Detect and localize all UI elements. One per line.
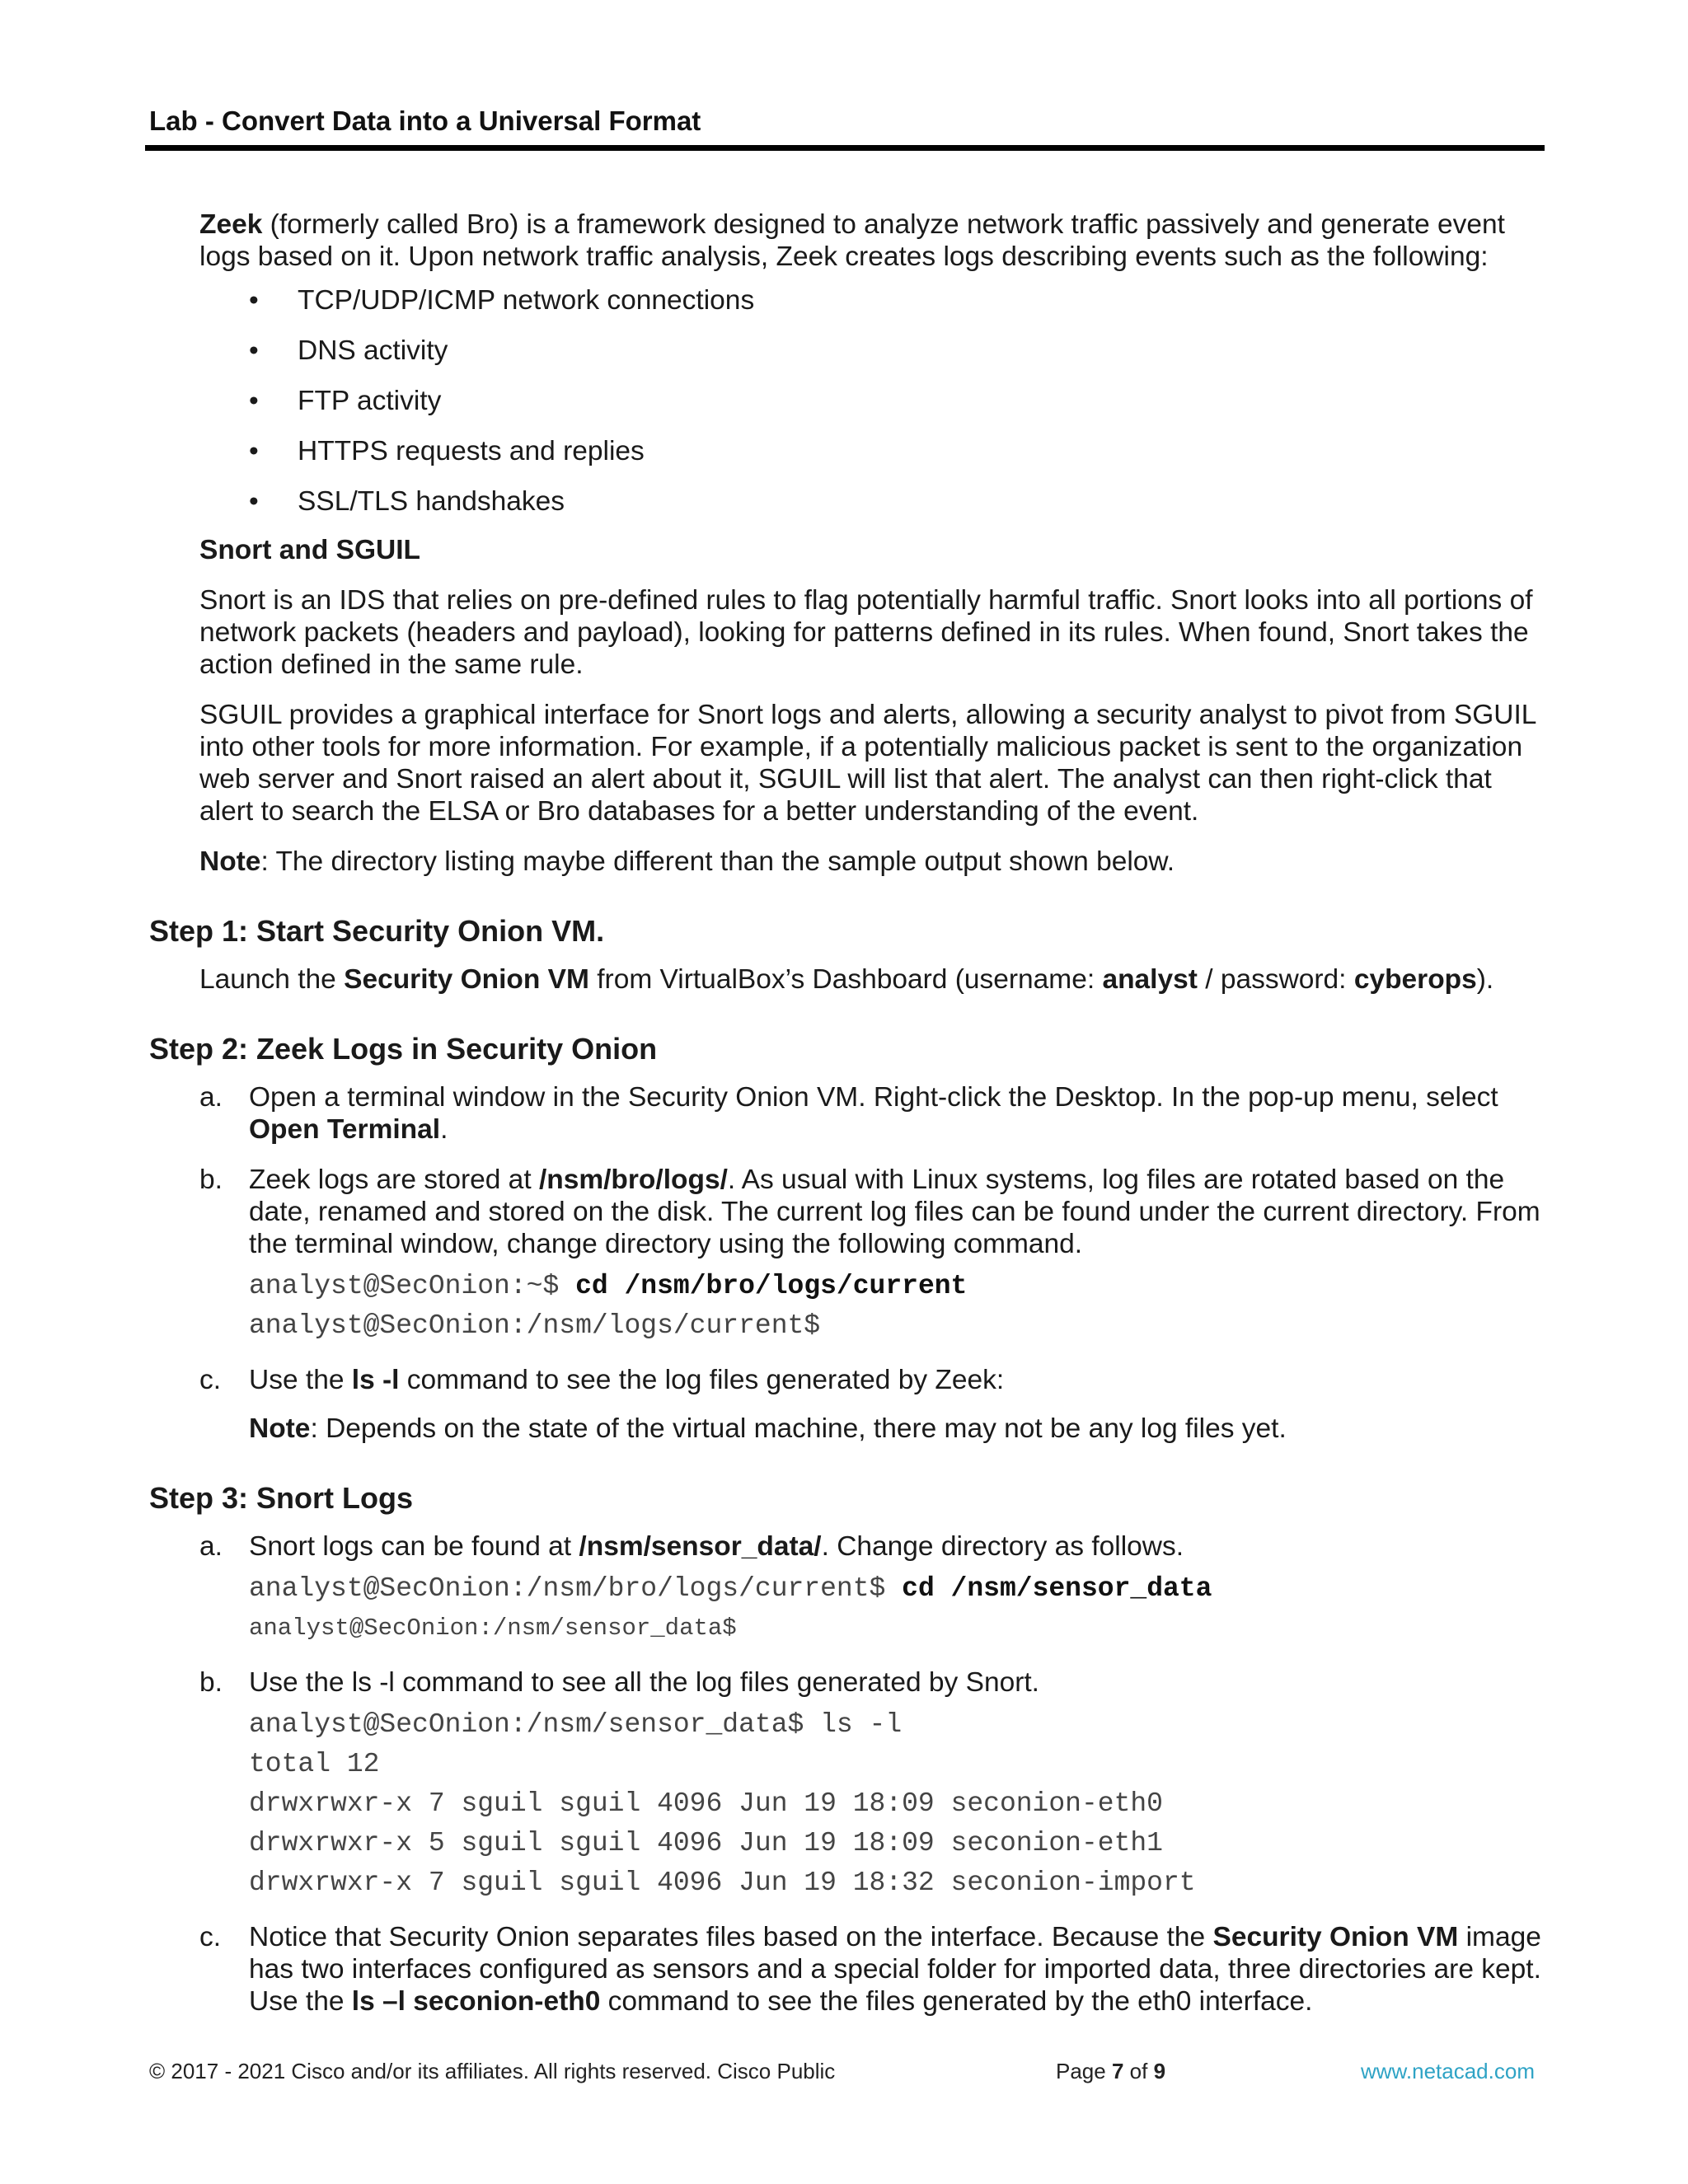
bullet-icon: •: [249, 386, 259, 416]
code-line: analyst@SecOnion:~$ cd /nsm/bro/logs/current: [249, 1271, 968, 1301]
code-line: analyst@SecOnion:/nsm/sensor_data$ ls -l: [249, 1709, 903, 1740]
snort-sguil-heading: Snort and SGUIL: [199, 535, 420, 565]
code-line: drwxrwxr-x 7 sguil sguil 4096 Jun 19 18:09 seconion-eth0: [249, 1788, 1163, 1819]
bullet-icon: •: [249, 436, 259, 466]
step2-log-note: Note: Depends on the state of the virtual machine, there may not be any log files yet.: [249, 1413, 1287, 1444]
footer-page-number: Page 7 of 9: [1056, 2059, 1166, 2083]
zeek-intro-paragraph: [199, 209, 1551, 273]
item-marker: a.: [199, 1082, 223, 1113]
bullet-icon: •: [249, 335, 259, 366]
item-marker: b.: [199, 1667, 223, 1698]
snort-paragraph: Snort is an IDS that relies on pre-defined rules to flag potentially harmful traffic. Snort looks into all portions of network packets (headers and payload), looking for patterns defined in its rules. When found, Snort takes the action defined in the same rule.: [199, 585, 1533, 680]
step3-item-a: a. Snort logs can be found at /nsm/sensor_data/. Change directory as follows. analyst@SecOnion:/nsm/bro/logs/current$ cd /nsm/sensor_data analyst@SecOnion:/nsm/sensor_data$: [199, 1530, 1551, 1648]
zeek-event-list: [199, 284, 1551, 523]
item-marker: a.: [199, 1531, 223, 1562]
step1-instructions: Launch the Security Onion VM from VirtualBox’s Dashboard (username: analyst / password: cyberops).: [199, 964, 1494, 995]
list-item: • HTTPS requests and replies: [249, 436, 645, 466]
zeek-term: Zeek: [199, 209, 263, 240]
item-marker: b.: [199, 1165, 223, 1195]
code-line: analyst@SecOnion:/nsm/sensor_data$: [249, 1615, 737, 1642]
step3-code-block: [249, 1569, 1551, 1648]
step3-heading: Step 3: Snort Logs: [149, 1481, 414, 1515]
bullet-icon: •: [249, 486, 259, 517]
list-item: • DNS activity: [249, 335, 448, 366]
snort-listing-block: [249, 1705, 1551, 1903]
footer-copyright: © 2017 - 2021 Cisco and/or its affiliates. All rights reserved. Cisco Public: [149, 2059, 836, 2083]
step2-item-c: c. Use the ls -l command to see the log files generated by Zeek: Note: Depends on the state of the virtual machine, there may not be any log files yet.: [199, 1364, 1551, 1445]
step2-code-block: [249, 1267, 1551, 1346]
step2-item-b: b. Zeek logs are stored at /nsm/bro/logs/. As usual with Linux systems, log files are rotated based on the date, renamed and stored on the disk. The current log files can be found under the current directory. From the terminal window, change directory using the following command. analyst@SecOnion:~$ cd /nsm/bro/logs/current analyst@SecOnion:/nsm/logs/current$: [199, 1164, 1551, 1346]
step2-item-a: a. Open a terminal window in the Security Onion VM. Right-click the Desktop. In the pop-up menu, select Open Terminal.: [199, 1082, 1498, 1145]
code-line: total 12: [249, 1749, 380, 1779]
item-marker: c.: [199, 1922, 222, 1952]
step1-heading: Step 1: Start Security Onion VM.: [149, 914, 605, 948]
step3-item-c: c. Notice that Security Onion separates files based on the interface. Because the Security Onion VM image has two interfaces configured as sensors and a special folder for imported data, three directories are kept. Use the ls –l seconion-eth0 command to see the files generated by the eth0 interface.: [199, 1922, 1541, 2017]
document-body: [149, 209, 1551, 2036]
directory-note: Note: The directory listing maybe different than the sample output shown below.: [199, 846, 1175, 877]
bullet-icon: •: [249, 285, 259, 316]
list-item: • FTP activity: [249, 386, 442, 416]
page-header-title: Lab - Convert Data into a Universal Format: [149, 105, 701, 136]
list-item: • TCP/UDP/ICMP network connections: [249, 285, 755, 316]
footer-netacad-link[interactable]: www.netacad.com: [1361, 2059, 1535, 2083]
item-marker: c.: [199, 1365, 222, 1395]
list-item: • SSL/TLS handshakes: [249, 486, 565, 517]
code-line: analyst@SecOnion:/nsm/logs/current$: [249, 1310, 821, 1341]
step2-heading: Step 2: Zeek Logs in Security Onion: [149, 1032, 658, 1066]
zeek-intro-text: (formerly called Bro) is a framework designed to analyze network traffic passively and generate event logs based on it. Upon network traffic analysis, Zeek creates logs describing events such as the following:: [199, 209, 1505, 272]
code-line: analyst@SecOnion:/nsm/bro/logs/current$ cd /nsm/sensor_data: [249, 1573, 1212, 1604]
sguil-paragraph: SGUIL provides a graphical interface for Snort logs and alerts, allowing a security analyst to pivot from SGUIL into other tools for more information. For example, if a potentially malicious packet is sent to the organization web server and Snort raised an alert about it, SGUIL will list that alert. The analyst can then right-click that alert to search the ELSA or Bro databases for a better understanding of the event.: [199, 700, 1536, 827]
step3-item-b: b. Use the ls -l command to see all the log files generated by Snort. analyst@SecOnion:/nsm/sensor_data$ ls -l total 12 drwxrwxr-x 7 sguil sguil 4096 Jun 19 18:09 seconion-eth0 drwxrwxr-x 5 sguil sguil 4096 Jun 19 18:09 seconion-eth1 drwxrwxr-x 7 sguil sguil 4096 Jun 19 18:32 seconion-import: [199, 1666, 1551, 1903]
code-line: drwxrwxr-x 5 sguil sguil 4096 Jun 19 18:09 seconion-eth1: [249, 1828, 1163, 1858]
code-line: drwxrwxr-x 7 sguil sguil 4096 Jun 19 18:32 seconion-import: [249, 1868, 1196, 1898]
header-divider: [145, 145, 1545, 151]
